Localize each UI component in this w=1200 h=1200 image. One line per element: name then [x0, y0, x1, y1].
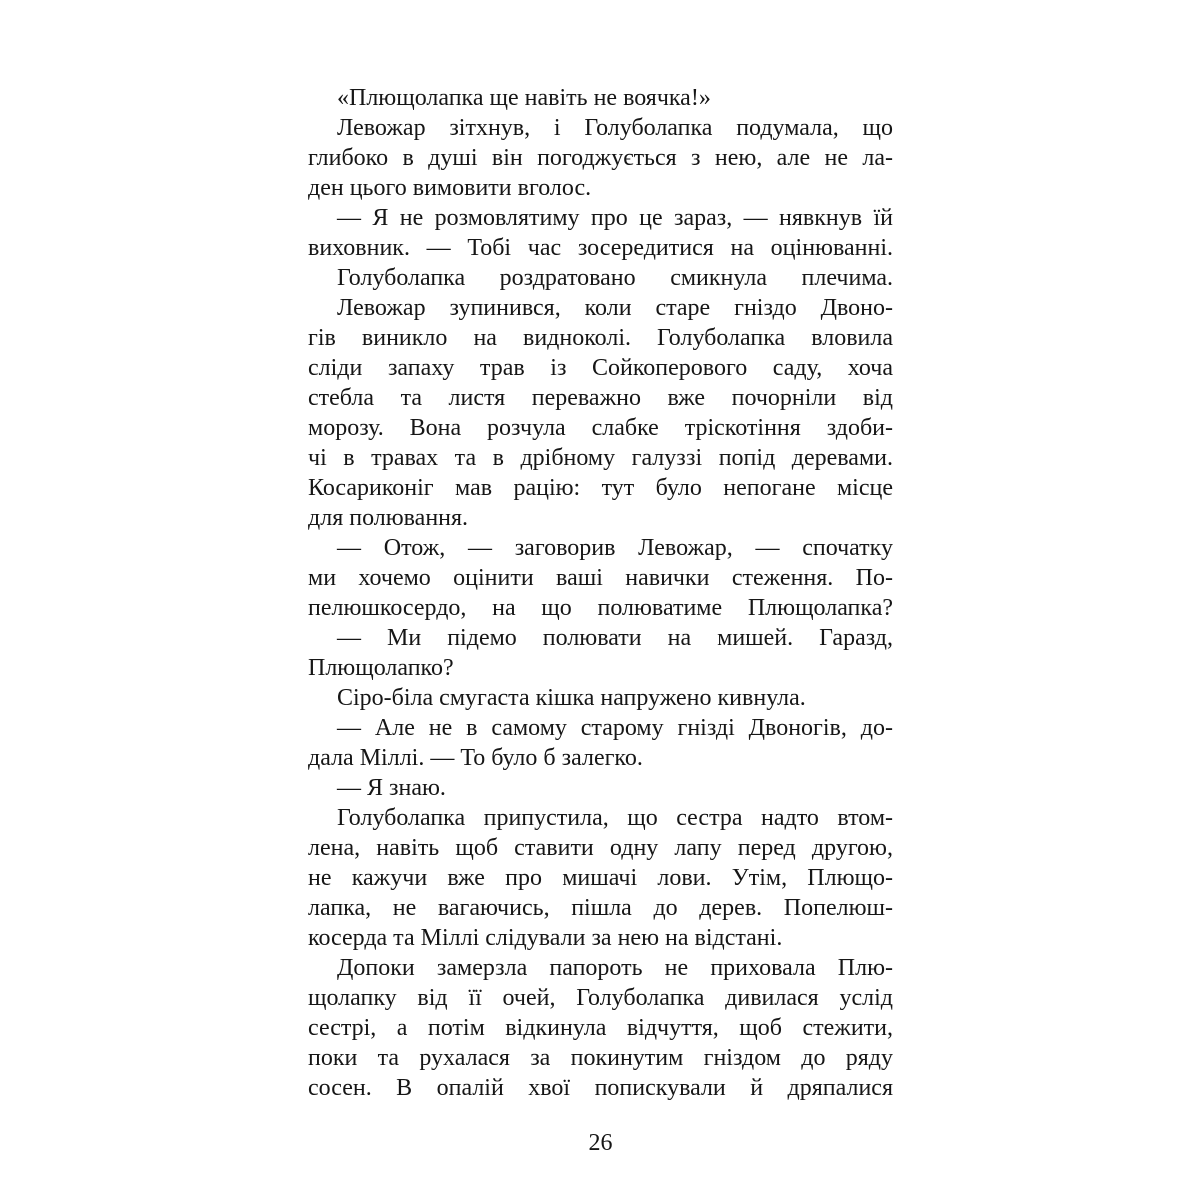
text-line: лапка, не вагаючись, пішла до дерев. Попелюш- [308, 895, 893, 921]
text-line: — Ми підемо полювати на мишей. Гаразд, [337, 625, 893, 651]
text-line: Голуболапка роздратовано смикнула плечима. [337, 265, 893, 291]
text-line: лена, навіть щоб ставити одну лапу перед другою, [308, 835, 893, 861]
text-line: для полювання. [308, 505, 469, 531]
text-line: морозу. Вона розчула слабке тріскотіння здоби- [308, 415, 893, 441]
text-line: глибоко в душі він погоджується з нею, але не ла- [308, 145, 893, 171]
text-line: дала Міллі. — То було б залегко. [308, 745, 643, 771]
text-line: Левожар зітхнув, і Голуболапка подумала, що [337, 115, 893, 141]
text-line: Левожар зупинився, коли старе гніздо Двоно- [337, 295, 893, 321]
text-line: чі в травах та в дрібному галуззі попід деревами. [308, 445, 893, 471]
text-line: «Плющолапка ще навіть не воячка!» [337, 85, 711, 111]
page-number: 26 [588, 1130, 613, 1156]
text-line: виховник. — Тобі час зосередитися на оцінюванні. [308, 235, 893, 261]
text-line: гів виникло на видноколі. Голуболапка вловила [308, 325, 893, 351]
text-line: Плющолапко? [308, 655, 454, 681]
text-line: сестрі, а потім відкинула відчуття, щоб стежити, [308, 1015, 893, 1041]
text-line: сосен. В опалій хвої попискували й дряпалися [308, 1075, 893, 1101]
text-line: пелюшкосердо, на що полюватиме Плющолапка? [308, 595, 893, 621]
text-line: поки та рухалася за покинутим гніздом до ряду [308, 1045, 893, 1071]
text-line: — Я не розмовлятиму про це зараз, — нявкнув їй [337, 205, 893, 231]
text-line: Косариконіг мав рацію: тут було непогане місце [308, 475, 893, 501]
text-line: ми хочемо оцінити ваші навички стеження. По- [308, 565, 893, 591]
text-line: Сіро-біла смугаста кішка напружено кивнула. [337, 685, 806, 711]
text-line: косерда та Міллі слідували за нею на відстані. [308, 925, 783, 951]
text-line: ден цього вимовити вголос. [308, 175, 592, 201]
text-line: стебла та листя переважно вже почорніли від [308, 385, 893, 411]
text-line: щолапку від її очей, Голуболапка дивилася услід [308, 985, 893, 1011]
text-line: сліди запаху трав із Сойкоперового саду, хоча [308, 355, 893, 381]
text-line: Допоки замерзла папороть не приховала Плю- [337, 955, 893, 981]
text-line: Голуболапка припустила, що сестра надто втом- [337, 805, 893, 831]
text-line: — Я знаю. [337, 775, 446, 801]
text-line: — Але не в самому старому гнізді Двоногів, до- [337, 715, 893, 741]
text-line: — Отож, — заговорив Левожар, — спочатку [337, 535, 893, 561]
text-block [308, 83, 893, 1103]
text-line: не кажучи вже про мишачі лови. Утім, Плющо- [308, 865, 893, 891]
